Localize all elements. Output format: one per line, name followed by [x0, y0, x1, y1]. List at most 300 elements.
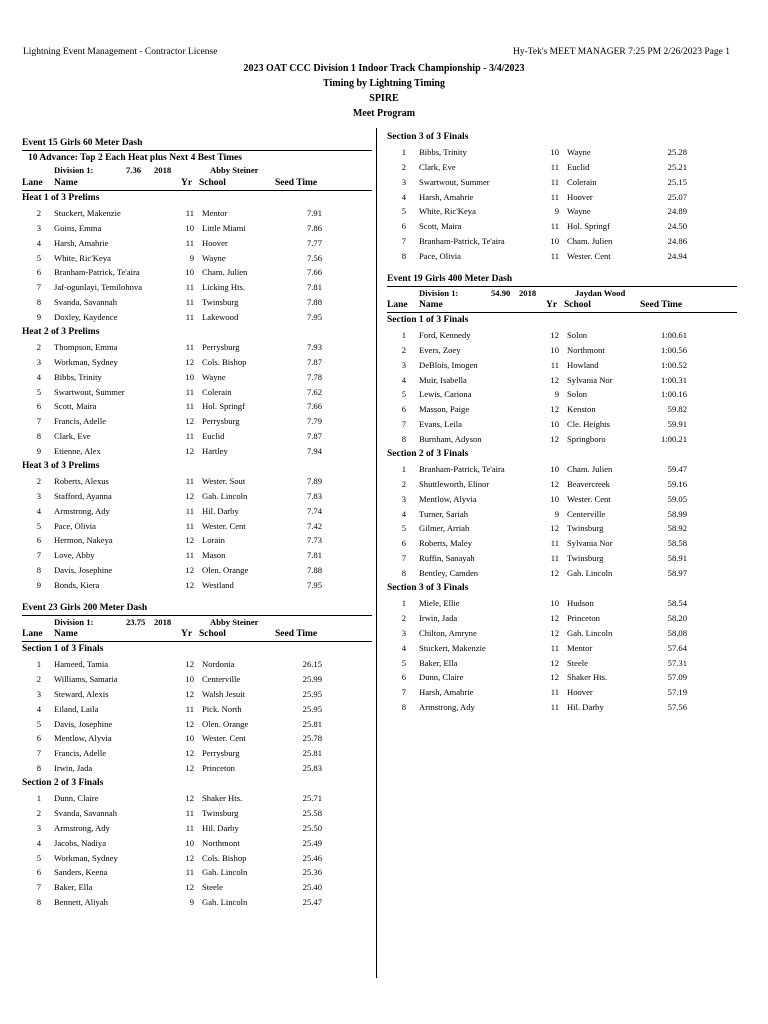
athlete-year: 11: [185, 867, 194, 878]
lane-number: 3: [401, 627, 406, 638]
lane-number: 4: [36, 237, 41, 248]
lane-number: 1: [36, 792, 41, 803]
seed-time: 25.07: [667, 191, 687, 202]
entry-row: [387, 145, 737, 160]
school-name: Princeton: [567, 612, 600, 623]
record-holder: Abby Steiner: [210, 165, 259, 175]
lane-number: 4: [36, 837, 41, 848]
seed-time: 57.19: [667, 687, 687, 698]
seed-time: 24.89: [667, 206, 687, 217]
athlete-year: 11: [185, 520, 194, 531]
athlete-year: 12: [185, 658, 194, 669]
seed-time: 58.92: [667, 523, 687, 534]
athlete-year: 12: [550, 478, 559, 489]
seed-time: 58.08: [667, 627, 687, 638]
athlete-year: 11: [185, 505, 194, 516]
athlete-year: 11: [550, 176, 559, 187]
athlete-year: 11: [185, 237, 194, 248]
name-header: Name: [54, 178, 78, 188]
entry-row: [22, 265, 372, 280]
lane-number: 9: [36, 312, 41, 323]
athlete-year: 10: [185, 371, 194, 382]
athlete-name: Workman, Sydney: [54, 852, 118, 863]
athlete-name: Masson, Paige: [419, 404, 470, 415]
lane-number: 2: [36, 475, 41, 486]
entry-row: [22, 731, 372, 746]
lane-number: 5: [401, 389, 406, 400]
athlete-name: Harsh, Amahrie: [54, 237, 109, 248]
athlete-name: Thompson, Emma: [54, 341, 118, 352]
lane-number: 7: [36, 416, 41, 427]
school-name: Twinsburg: [567, 523, 604, 534]
school-name: Euclid: [567, 161, 590, 172]
athlete-name: Mentlow, Alyvia: [419, 493, 477, 504]
entry-row: [22, 370, 372, 385]
school-name: Colerain: [202, 386, 232, 397]
athlete-name: Jaf-ogunlayi, Temilohnva: [54, 282, 143, 293]
heat-label: Heat 3 of 3 Prelims: [22, 461, 100, 472]
entry-row: [22, 251, 372, 266]
athlete-name: Dunn, Claire: [419, 672, 464, 683]
athlete-year: 12: [550, 568, 559, 579]
athlete-name: Hameed, Tamia: [54, 658, 109, 669]
athlete-name: Clark, Eve: [419, 161, 456, 172]
athlete-name: Hermon, Nakeya: [54, 535, 113, 546]
school-name: Hoover: [567, 191, 593, 202]
school-name: Hudson: [567, 597, 594, 608]
entry-row: [387, 477, 737, 492]
seed-time: 59.82: [667, 404, 687, 415]
seed-time: 58.99: [667, 508, 687, 519]
seed-time: 7.81: [306, 550, 322, 561]
school-name: Wester. Cent: [567, 251, 611, 262]
athlete-name: Stuckert, Makenzie: [419, 642, 486, 653]
seed-header: Seed Time: [275, 178, 318, 188]
athlete-year: 11: [550, 702, 559, 713]
school-header: School: [199, 178, 226, 188]
seed-time: 7.88: [306, 565, 322, 576]
lane-number: 8: [36, 897, 41, 908]
athlete-name: White, Ric'Keya: [54, 252, 111, 263]
lane-number: 5: [36, 252, 41, 263]
athlete-year: 9: [554, 508, 559, 519]
seed-time: 25.28: [667, 146, 687, 157]
athlete-name: Roberts, Alexus: [54, 475, 109, 486]
continued-section: [387, 130, 737, 264]
school-name: Twinsburg: [202, 807, 239, 818]
entry-row: [387, 611, 737, 626]
seed-time: 7.87: [306, 431, 322, 442]
athlete-name: Muir, Isabella: [419, 374, 467, 385]
athlete-year: 11: [185, 401, 194, 412]
school-name: Hoover: [202, 237, 228, 248]
athlete-year: 12: [185, 688, 194, 699]
lane-number: 5: [401, 657, 406, 668]
athlete-year: 12: [550, 404, 559, 415]
lane-number: 4: [36, 703, 41, 714]
lane-number: 2: [36, 341, 41, 352]
athlete-name: Stuckert, Makenzie: [54, 207, 121, 218]
lane-number: 6: [36, 267, 41, 278]
entry-row: [22, 504, 372, 519]
record-year: 2018: [154, 165, 172, 175]
lane-number: 5: [36, 718, 41, 729]
school-name: Wayne: [567, 206, 591, 217]
athlete-year: 12: [185, 852, 194, 863]
school-name: Cle. Heights: [567, 419, 610, 430]
entry-row: [387, 656, 737, 671]
athlete-year: 11: [185, 312, 194, 323]
entry-row: [22, 206, 372, 221]
athlete-year: 11: [550, 191, 559, 202]
seed-time: 7.79: [306, 416, 322, 427]
record-time: 23.75: [126, 617, 146, 628]
school-name: Wayne: [567, 146, 591, 157]
school-name: Perrysburg: [202, 748, 240, 759]
seed-time: 25.81: [302, 748, 322, 759]
athlete-name: Bennett, Aliyah: [54, 897, 108, 908]
athlete-year: 10: [185, 837, 194, 848]
entry-row: [22, 895, 372, 910]
school-name: Sylvania Nor: [567, 538, 613, 549]
athlete-year: 11: [185, 475, 194, 486]
school-name: Mentor: [567, 642, 593, 653]
entry-row: [387, 160, 737, 175]
school-name: Cols. Bishop: [202, 852, 247, 863]
athlete-name: Goins, Emma: [54, 222, 102, 233]
entry-row: [22, 563, 372, 578]
entry-row: [22, 851, 372, 866]
entry-row: [22, 657, 372, 672]
lane-number: 5: [401, 523, 406, 534]
athlete-year: 12: [550, 329, 559, 340]
entry-row: [387, 417, 737, 432]
advance-rule: 10 Advance: Top 2 Each Heat plus Next 4 Best Times: [22, 150, 372, 164]
athlete-year: 12: [550, 612, 559, 623]
heat-label: Heat 2 of 3 Prelims: [22, 327, 100, 338]
seed-time: 25.95: [302, 688, 322, 699]
athlete-name: Steward, Alexis: [54, 688, 109, 699]
school-name: Hil. Darby: [202, 505, 239, 516]
seed-time: 59.16: [667, 478, 687, 489]
lane-number: 2: [401, 478, 406, 489]
lane-number: 6: [401, 221, 406, 232]
athlete-name: Francis, Adelle: [54, 416, 107, 427]
entry-row: [387, 685, 737, 700]
athlete-name: Pace, Olivia: [419, 251, 461, 262]
lane-number: 8: [36, 763, 41, 774]
heat-label: Heat 1 of 3 Prelims: [22, 193, 100, 203]
entry-row: [22, 385, 372, 400]
entry-row: [22, 717, 372, 732]
school-name: Hartley: [202, 446, 228, 457]
school-name: Gah. Lincoln: [567, 568, 613, 579]
athlete-name: Harsh, Amahrie: [419, 191, 474, 202]
athlete-year: 12: [550, 657, 559, 668]
school-name: Perrysburg: [202, 341, 240, 352]
entry-row: [387, 432, 737, 447]
school-name: Wayne: [202, 371, 226, 382]
entry-row: [22, 880, 372, 895]
seed-time: 1:00.52: [660, 359, 687, 370]
heat-label: Section 3 of 3 Finals: [387, 583, 469, 594]
entry-row: [387, 190, 737, 205]
seed-time: 59.91: [667, 419, 687, 430]
school-name: Wester. Cent: [202, 520, 246, 531]
athlete-name: Ruffin, Sanayah: [419, 553, 475, 564]
lane-number: 9: [36, 580, 41, 591]
column-headers: [387, 299, 737, 313]
athlete-name: Sanders, Keena: [54, 867, 108, 878]
lane-number: 3: [36, 356, 41, 367]
athlete-name: Workman, Sydney: [54, 356, 118, 367]
athlete-year: 11: [185, 207, 194, 218]
athlete-year: 11: [185, 807, 194, 818]
school-name: Colerain: [567, 176, 597, 187]
lane-number: 7: [36, 882, 41, 893]
entry-row: [22, 806, 372, 821]
seed-time: 58.20: [667, 612, 687, 623]
school-name: Lorain: [202, 535, 225, 546]
school-name: Little Miami: [202, 222, 246, 233]
school-name: Olen. Orange: [202, 565, 249, 576]
record-division: Division 1:: [419, 288, 459, 299]
seed-time: 59.05: [667, 493, 687, 504]
lane-number: 1: [401, 146, 406, 157]
lane-header: Lane: [22, 178, 43, 188]
heat-label: Section 2 of 3 Finals: [387, 449, 469, 460]
athlete-year: 12: [185, 763, 194, 774]
seed-time: 57.56: [667, 702, 687, 713]
athlete-year: 12: [550, 672, 559, 683]
athlete-name: Ford, Kennedy: [419, 329, 471, 340]
seed-time: 25.95: [302, 703, 322, 714]
athlete-name: Armstrong, Ady: [419, 702, 475, 713]
athlete-year: 10: [185, 673, 194, 684]
athlete-name: Scott, Maira: [419, 221, 462, 232]
lane-number: 6: [36, 535, 41, 546]
seed-time: 25.47: [302, 897, 322, 908]
entry-row: [387, 249, 737, 264]
school-name: Howland: [567, 359, 599, 370]
seed-time: 7.88: [306, 297, 322, 308]
seed-time: 58.97: [667, 568, 687, 579]
athlete-year: 12: [185, 535, 194, 546]
column-headers: [22, 628, 372, 642]
seed-time: 25.83: [302, 763, 322, 774]
left-column: [22, 128, 372, 910]
athlete-name: Jacobs, Nadiya: [54, 837, 107, 848]
seed-time: 7.78: [306, 371, 322, 382]
athlete-name: Eiland, Laila: [54, 703, 99, 714]
entry-row: [387, 566, 737, 581]
school-name: Northmont: [202, 837, 240, 848]
lane-number: 2: [401, 612, 406, 623]
program-title: Meet Program: [352, 108, 416, 119]
seed-time: 7.42: [306, 520, 322, 531]
school-name: Wester. Sout: [202, 475, 246, 486]
seed-time: 24.86: [667, 236, 687, 247]
lane-number: 5: [36, 520, 41, 531]
column-headers: [22, 177, 372, 191]
athlete-year: 10: [185, 267, 194, 278]
school-name: Lakewood: [202, 312, 239, 323]
entry-row: [22, 578, 372, 593]
athlete-name: Lewis, Cariona: [419, 389, 472, 400]
lane-number: 3: [36, 688, 41, 699]
athlete-name: White, Ric'Keya: [419, 206, 476, 217]
athlete-year: 10: [550, 463, 559, 474]
lane-header: Lane: [387, 300, 408, 311]
entry-row: [387, 536, 737, 551]
entry-row: [22, 821, 372, 836]
lane-number: 3: [36, 222, 41, 233]
athlete-year: 12: [185, 748, 194, 759]
lane-number: 5: [36, 852, 41, 863]
lane-number: 4: [401, 374, 406, 385]
seed-time: 7.74: [306, 505, 322, 516]
entry-row: [387, 402, 737, 417]
athlete-name: Dunn, Claire: [54, 792, 99, 803]
athlete-name: Svanda, Savannah: [54, 297, 118, 308]
school-name: Hol. Springf: [202, 401, 245, 412]
athlete-name: Roberts, Maley: [419, 538, 472, 549]
athlete-year: 11: [185, 297, 194, 308]
athlete-name: Chilton, Amryne: [419, 627, 477, 638]
lane-number: 6: [36, 867, 41, 878]
athlete-name: Baker, Ella: [419, 657, 458, 668]
seed-time: 7.83: [306, 490, 322, 501]
lane-number: 5: [401, 206, 406, 217]
entry-row: [22, 836, 372, 851]
school-name: Hil. Darby: [567, 702, 604, 713]
seed-time: 59.47: [667, 463, 687, 474]
record-line: [22, 615, 372, 628]
lane-number: 4: [36, 505, 41, 516]
athlete-name: Evers, Zoey: [419, 344, 461, 355]
lane-number: 6: [36, 401, 41, 412]
entry-row: [387, 507, 737, 522]
seed-time: 25.21: [667, 161, 687, 172]
entry-row: [387, 492, 737, 507]
lane-number: 2: [36, 807, 41, 818]
entry-row: [387, 521, 737, 536]
lane-number: 7: [401, 419, 406, 430]
athlete-name: Swartwout, Summer: [54, 386, 125, 397]
lane-number: 3: [401, 493, 406, 504]
name-header: Name: [419, 300, 443, 311]
entry-row: [22, 761, 372, 776]
lane-number: 4: [401, 642, 406, 653]
lane-number: 6: [36, 733, 41, 744]
school-name: Kenston: [567, 404, 596, 415]
entry-row: [387, 641, 737, 656]
lane-number: 6: [401, 672, 406, 683]
athlete-year: 10: [185, 733, 194, 744]
seed-time: 58.58: [667, 538, 687, 549]
school-name: Olen. Orange: [202, 718, 249, 729]
lane-number: 1: [401, 597, 406, 608]
record-line: [387, 286, 737, 299]
entry-row: [387, 175, 737, 190]
name-header: Name: [54, 629, 78, 640]
seed-time: 25.15: [667, 176, 687, 187]
school-name: Hoover: [567, 687, 593, 698]
entry-row: [22, 687, 372, 702]
seed-time: 7.94: [306, 446, 322, 457]
athlete-year: 12: [185, 416, 194, 427]
school-name: Sylvania Nor: [567, 374, 613, 385]
school-name: Pick. North: [202, 703, 242, 714]
entry-row: [22, 489, 372, 504]
athlete-year: 12: [185, 565, 194, 576]
lane-number: 4: [401, 191, 406, 202]
lane-number: 4: [36, 371, 41, 382]
school-name: Wayne: [202, 252, 226, 263]
lane-number: 8: [36, 297, 41, 308]
seed-time: 7.73: [306, 535, 322, 546]
lane-number: 8: [401, 568, 406, 579]
lane-number: 7: [401, 236, 406, 247]
entry-row: [387, 373, 737, 388]
school-name: Twinsburg: [202, 297, 239, 308]
athlete-name: Branham-Patrick, Te'aira: [419, 463, 505, 474]
seed-time: 7.89: [306, 475, 322, 486]
seed-time: 25.99: [302, 673, 322, 684]
meet-title: 2023 OAT CCC Division 1 Indoor Track Championship - 3/4/2023: [243, 63, 525, 74]
athlete-year: 12: [185, 490, 194, 501]
athlete-name: Bentley, Camden: [419, 568, 479, 579]
athlete-name: Davis, Josephine: [54, 718, 113, 729]
lane-number: 2: [401, 344, 406, 355]
software-timestamp: Hy-Tek's MEET MANAGER 7:25 PM 2/26/2023 Page 1: [513, 47, 730, 57]
yr-header: Yr: [181, 629, 193, 640]
seed-time: 7.66: [306, 401, 322, 412]
athlete-year: 11: [185, 386, 194, 397]
entry-row: [22, 548, 372, 563]
athlete-year: 9: [554, 206, 559, 217]
athlete-year: 11: [550, 221, 559, 232]
athlete-name: Bibbs, Trinity: [54, 371, 102, 382]
athlete-year: 9: [189, 252, 194, 263]
seed-time: 7.86: [306, 222, 322, 233]
athlete-name: Armstrong, Ady: [54, 822, 110, 833]
athlete-year: 11: [550, 642, 559, 653]
athlete-year: 10: [550, 597, 559, 608]
athlete-year: 10: [185, 222, 194, 233]
seed-time: 57.64: [667, 642, 687, 653]
athlete-year: 12: [550, 523, 559, 534]
athlete-year: 12: [185, 792, 194, 803]
athlete-name: Svanda, Savannah: [54, 807, 118, 818]
seed-time: 25.46: [302, 852, 322, 863]
lane-number: 7: [401, 687, 406, 698]
entry-row: [22, 746, 372, 761]
athlete-name: Irwin, Jada: [419, 612, 458, 623]
athlete-year: 11: [550, 161, 559, 172]
athlete-year: 11: [185, 703, 194, 714]
school-name: Twinsburg: [567, 553, 604, 564]
heat-label: Section 3 of 3 Finals: [387, 132, 469, 142]
entry-row: [22, 280, 372, 295]
athlete-year: 12: [550, 627, 559, 638]
school-name: Cham. Julien: [567, 236, 613, 247]
seed-time: 25.50: [302, 822, 322, 833]
athlete-year: 11: [185, 550, 194, 561]
license-text: Lightning Event Management - Contractor License: [23, 47, 218, 57]
lane-number: 8: [36, 565, 41, 576]
athlete-year: 11: [185, 822, 194, 833]
